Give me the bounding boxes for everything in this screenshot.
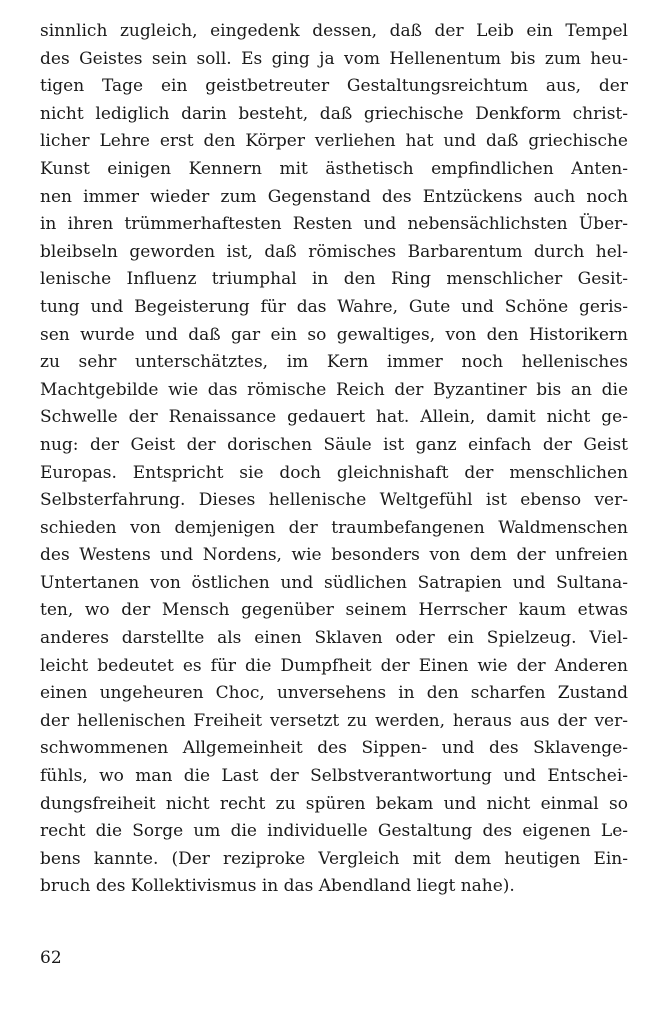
- text-line: ten, wo der Mensch gegenüber seinem Herrscher kaum etwas: [40, 600, 628, 621]
- text-line: recht die Sorge um die individuelle Gestaltung des eigenen Le-: [40, 821, 628, 842]
- text-line-last: bruch des Kollektivismus in das Abendland liegt nahe).: [40, 876, 515, 897]
- text-line: des Geistes sein soll. Es ging ja vom Hellenentum bis zum heu-: [40, 48, 628, 69]
- text-line: in ihren trümmerhaftesten Resten und nebensächlichsten Über-: [40, 214, 628, 235]
- text-line: licher Lehre erst den Körper verliehen hat und daß griechische: [40, 131, 628, 152]
- text-line: nicht lediglich darin besteht, daß griechische Denkform christ-: [40, 103, 628, 124]
- text-line: nug: der Geist der dorischen Säule ist ganz einfach der Geist: [40, 434, 628, 455]
- text-line: fühls, wo man die Last der Selbstverantwortung und Entschei-: [40, 766, 628, 787]
- body-text: [40, 18, 628, 901]
- text-line: Kunst einigen Kennern mit ästhetisch empfindlichen Anten-: [40, 158, 628, 179]
- text-line: schwommenen Allgemeinheit des Sippen- und des Sklavenge-: [40, 738, 628, 759]
- text-line: lenische Influenz triumphal in den Ring menschlicher Gesit-: [40, 269, 628, 290]
- text-line: sen wurde und daß gar ein so gewaltiges, von den Historikern: [40, 324, 628, 345]
- text-line: Selbsterfahrung. Dieses hellenische Weltgefühl ist ebenso ver-: [40, 490, 628, 511]
- text-line: dungsfreiheit nicht recht zu spüren bekam und nicht einmal so: [40, 793, 628, 814]
- text-line: bens kannte. (Der reziproke Vergleich mit dem heutigen Ein-: [40, 848, 628, 869]
- text-line: schieden von demjenigen der traumbefangenen Waldmenschen: [40, 517, 628, 538]
- text-line: des Westens und Nordens, wie besonders von dem der unfreien: [40, 545, 628, 566]
- text-line: leicht bedeutet es für die Dumpfheit der Einen wie der Anderen: [40, 655, 628, 676]
- text-line: tigen Tage ein geistbetreuter Gestaltungsreichtum aus, der: [40, 76, 628, 97]
- text-line: nen immer wieder zum Gegenstand des Entzückens auch noch: [40, 186, 628, 207]
- text-line: zu sehr unterschätztes, im Kern immer noch hellenisches: [40, 352, 628, 373]
- text-line: tung und Begeisterung für das Wahre, Gute und Schöne geris-: [40, 296, 628, 317]
- text-line: Machtgebilde wie das römische Reich der Byzantiner bis an die: [40, 379, 628, 400]
- page-number: 62: [40, 948, 62, 968]
- text-line: einen ungeheuren Choc, unversehens in den scharfen Zustand: [40, 683, 628, 704]
- text-line: Europas. Entspricht sie doch gleichnishaft der menschlichen: [40, 462, 628, 483]
- text-line: anderes darstellte als einen Sklaven oder ein Spielzeug. Viel-: [40, 628, 628, 649]
- text-line: Schwelle der Renaissance gedauert hat. Allein, damit nicht ge-: [40, 407, 628, 428]
- text-line: Untertanen von östlichen und südlichen Satrapien und Sultana-: [40, 572, 628, 593]
- text-line: der hellenischen Freiheit versetzt zu werden, heraus aus der ver-: [40, 710, 628, 731]
- text-line: bleibseln geworden ist, daß römisches Barbarentum durch hel-: [40, 241, 628, 262]
- text-line: sinnlich zugleich, eingedenk dessen, daß der Leib ein Tempel: [40, 21, 628, 41]
